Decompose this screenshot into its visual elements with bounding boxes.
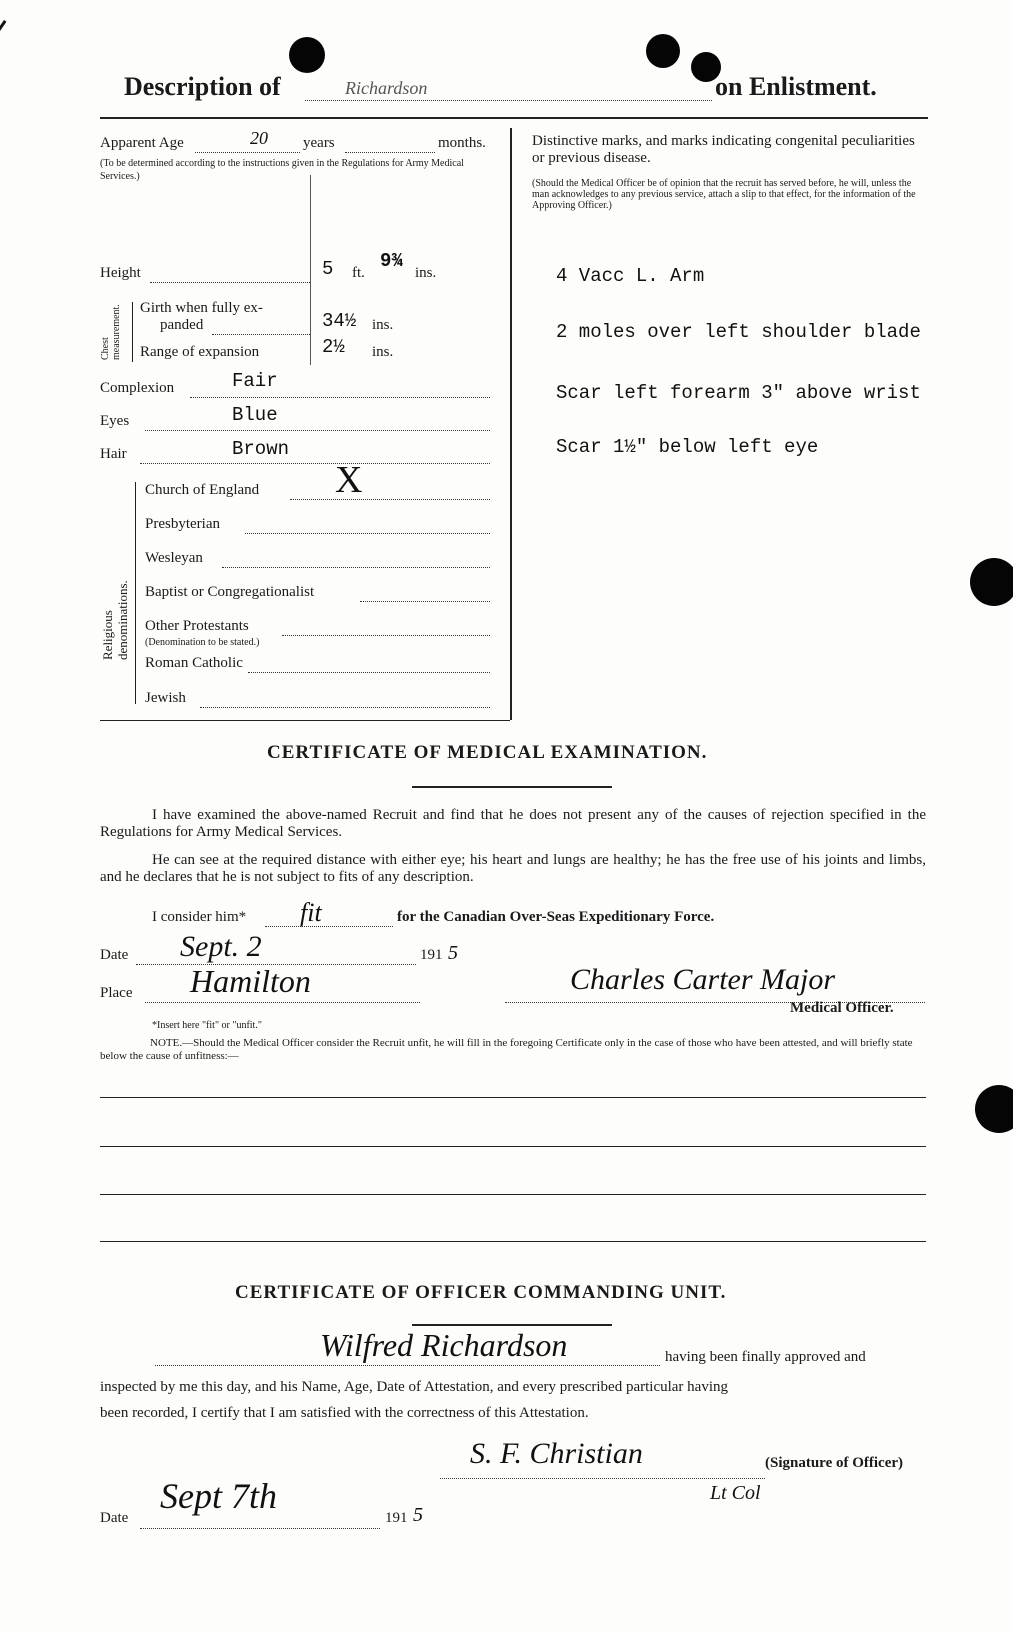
recruit-name-line (155, 1365, 660, 1366)
consider-pre: I consider him* (152, 909, 247, 925)
consider-line (265, 926, 393, 927)
eyes-value: Blue (232, 404, 278, 426)
punch-hole (646, 34, 680, 68)
eyes-line (145, 430, 490, 431)
complexion-label: Complexion (100, 380, 175, 396)
religion-jewish: Jewish (145, 690, 186, 706)
religion-presbyterian: Presbyterian (145, 516, 220, 532)
commanding-date-line (140, 1528, 380, 1529)
date-label: Date (100, 947, 129, 963)
religion-other-protestants: Other Protestants (145, 618, 249, 634)
commanding-year-prefix: 191 (385, 1510, 408, 1526)
unfitness-line (100, 1146, 926, 1147)
place-line (145, 1002, 420, 1003)
years-label: years (303, 135, 335, 151)
height-label: Height (100, 265, 141, 281)
ft-label: ft. (352, 265, 365, 281)
mark-1: 4 Vacc L. Arm (556, 265, 705, 287)
header-title-right: on Enlistment. (715, 72, 877, 101)
mark-3: Scar left forearm 3" above wrist (556, 382, 921, 404)
consider-post: for the Canadian Over-Seas Expeditionary Force. (397, 909, 715, 925)
mark-4: Scar 1½" below left eye (556, 436, 819, 458)
insert-note: *Insert here "fit" or "unfit." (152, 1020, 262, 1031)
punch-hole (970, 558, 1013, 606)
girth-ins: ins. (372, 317, 394, 333)
age-note: (To be determined according to the instructions given in the Regulations for Army Medical Services.) (100, 158, 464, 182)
hair-value: Brown (232, 438, 290, 460)
date-year-suffix: 5 (448, 942, 458, 964)
commanding-year-suffix: 5 (413, 1504, 423, 1526)
age-value: 20 (250, 128, 268, 148)
officer-signature-line (440, 1478, 765, 1479)
religion-church-of-england: Church of England (145, 482, 260, 498)
religion-wesleyan: Wesleyan (145, 550, 203, 566)
girth-line (212, 334, 310, 335)
commanding-heading-rule (412, 1324, 612, 1326)
header-title-left: Description of (124, 72, 281, 101)
section-rule (100, 720, 510, 721)
girth-label-2: panded (160, 317, 204, 333)
religion-line (200, 707, 490, 708)
medical-para-2: He can see at the required distance with either eye; his heart and lungs are healthy; he has the free use of his joints and limbs, and he declares that he is not subject to fits of any description. (100, 852, 926, 885)
range-label: Range of expansion (140, 344, 260, 360)
religion-line (245, 533, 490, 534)
complexion-value: Fair (232, 370, 278, 392)
medical-para-1: I have examined the above-named Recruit and find that he does not present any of the causes of rejection specified in the Regulations for Army Medical Services. (100, 807, 926, 840)
girth-value: 34½ (322, 310, 357, 332)
other-note: (Denomination to be stated.) (145, 637, 260, 648)
signature-of-officer-label: (Signature of Officer) (765, 1455, 904, 1471)
officer-signature: S. F. Christian (470, 1437, 643, 1470)
religion-line (290, 499, 490, 500)
medical-signature: Charles Carter Major (570, 963, 836, 996)
chest-bracket (132, 302, 133, 362)
header-name-line (305, 100, 712, 101)
religion-mark: X (335, 459, 363, 501)
religion-line (282, 635, 490, 636)
commanding-line2: inspected by me this day, and his Name, Age, Date of Attestation, and every prescribed particular having (100, 1379, 729, 1395)
religion-line (248, 672, 490, 673)
age-line (195, 152, 300, 153)
marks-note: (Should the Medical Officer be of opinion that the recruit has served before, he will, unless the man acknowledges to any previous service, attach a slip to that effect, for the information of the Approving Officer.) (532, 178, 916, 211)
range-ins: ins. (372, 344, 394, 360)
months-line (345, 152, 435, 153)
commanding-line1-post: having been finally approved and (665, 1349, 866, 1365)
hair-label: Hair (100, 446, 127, 462)
medical-heading-rule (412, 786, 612, 788)
medical-heading: CERTIFICATE OF MEDICAL EXAMINATION. (267, 742, 708, 763)
column-divider (510, 128, 512, 720)
age-label: Apparent Age (100, 135, 184, 151)
date-value: Sept. 2 (180, 930, 262, 963)
officer-rank: Lt Col (710, 1482, 761, 1504)
girth-label-1: Girth when fully ex- (140, 300, 263, 316)
religion-baptist: Baptist or Congregationalist (145, 584, 315, 600)
commanding-date-label: Date (100, 1510, 129, 1526)
medical-note: NOTE.—Should the Medical Officer consider the Recruit unfit, he will fill in the foregoing Certificate only in the case of those who have been attested, and will briefly state below the cause of unfitness:— (100, 1037, 913, 1062)
place-value: Hamilton (190, 963, 311, 999)
religion-line (360, 601, 490, 602)
place-label: Place (100, 985, 133, 1001)
punch-hole (289, 37, 325, 73)
height-in-value: 9¾ (380, 250, 403, 272)
religions-bracket (135, 482, 136, 704)
unfitness-line (100, 1241, 926, 1242)
height-line (150, 282, 310, 283)
date-year-prefix: 191 (420, 947, 443, 963)
hair-line (140, 463, 490, 464)
medical-officer-label: Medical Officer. (790, 1000, 894, 1016)
column-divider-inner (310, 175, 311, 365)
commanding-line3: been recorded, I certify that I am satisfied with the correctness of this Attestation. (100, 1405, 589, 1421)
unfitness-line (100, 1097, 926, 1098)
recruit-surname: Richardson (345, 78, 428, 98)
commanding-date-value: Sept 7th (160, 1476, 277, 1516)
months-label: months. (438, 135, 486, 151)
chest-label: Chest measurement. (100, 304, 122, 360)
ins-label: ins. (415, 265, 437, 281)
mark-2: 2 moles over left shoulder blade (556, 321, 921, 343)
religion-line (222, 567, 490, 568)
recruit-full-name: Wilfred Richardson (320, 1327, 568, 1363)
commanding-heading: CERTIFICATE OF OFFICER COMMANDING UNIT. (235, 1282, 727, 1303)
margin-mark (0, 20, 6, 112)
eyes-label: Eyes (100, 413, 130, 429)
unfitness-line (100, 1194, 926, 1195)
height-ft-value: 5 (322, 258, 334, 280)
header-rule (100, 117, 928, 119)
marks-heading: Distinctive marks, and marks indicating congenital peculiarities or previous disease. (532, 133, 915, 166)
religions-label: Religious denominations. (100, 580, 130, 660)
religion-roman-catholic: Roman Catholic (145, 655, 243, 671)
consider-value: fit (300, 898, 322, 927)
punch-hole (975, 1085, 1013, 1133)
complexion-line (190, 397, 490, 398)
range-value: 2½ (322, 336, 345, 358)
